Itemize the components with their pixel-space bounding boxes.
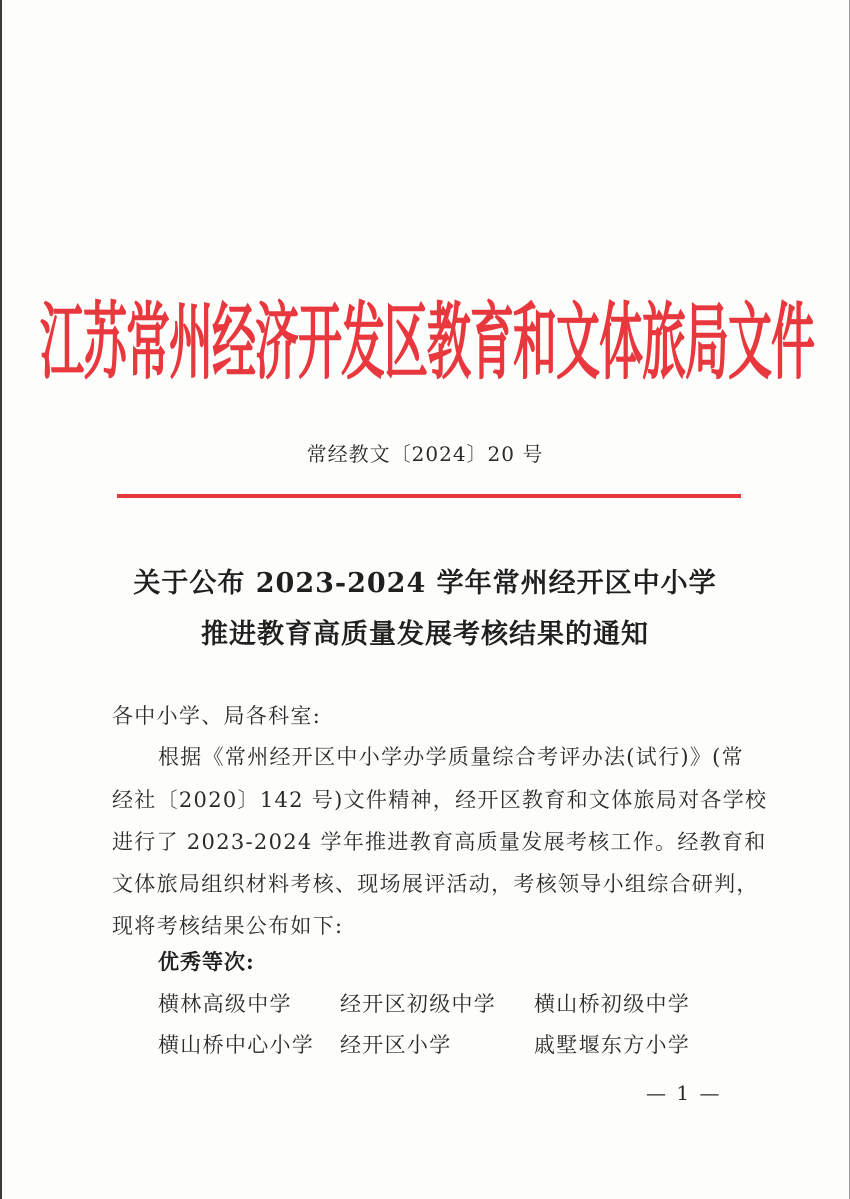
school-name: 经开区初级中学 xyxy=(340,992,497,1016)
title-line-2: 推进教育高质量发展考核结果的通知 xyxy=(201,619,649,650)
page-number: — 1 — xyxy=(646,1081,722,1105)
body-line-5: 现将考核结果公布如下: xyxy=(112,914,344,938)
red-divider xyxy=(117,494,741,498)
school-name: 横山桥中心小学 xyxy=(158,1033,315,1057)
school-name: 横林高级中学 xyxy=(158,992,292,1016)
excellent-grade-label: 优秀等次: xyxy=(158,949,255,974)
school-name: 戚墅堰东方小学 xyxy=(534,1033,691,1057)
school-name: 经开区小学 xyxy=(340,1033,452,1057)
body-line-4: 文体旅局组织材料考核、现场展评活动，考核领导小组综合研判， xyxy=(112,872,759,896)
masthead-text: 江苏常州经济开发区教育和文体旅局文件 xyxy=(40,295,814,392)
document-number: 常经教文〔2024〕20 号 xyxy=(306,442,544,466)
body-line-2: 经社〔2020〕142 号)文件精神，经开区教育和文体旅局对各学校 xyxy=(112,788,768,812)
title-line-1: 关于公布 2023-2024 学年常州经开区中小学 xyxy=(133,568,717,599)
masthead xyxy=(40,290,814,392)
school-name: 横山桥初级中学 xyxy=(534,992,691,1016)
body-line-3: 进行了 2023-2024 学年推进教育高质量发展考核工作。经教育和 xyxy=(112,830,767,854)
body-line-1: 根据《常州经开区中小学办学质量综合考评办法(试行)》(常 xyxy=(158,745,744,769)
salutation: 各中小学、局各科室: xyxy=(112,704,322,728)
